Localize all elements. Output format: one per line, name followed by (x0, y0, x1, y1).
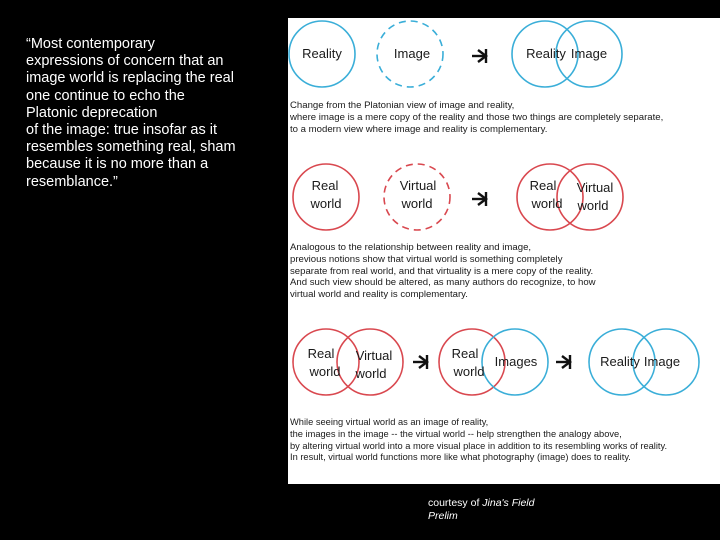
caption-line: virtual world and reality is complementary. (290, 289, 468, 301)
image-label: Image (393, 46, 431, 61)
quote-line: resembles something real, sham (26, 139, 236, 156)
credit-line-2 (428, 510, 534, 523)
quote-line: “Most contemporary (26, 36, 155, 52)
virtual-label: Virtual (399, 178, 437, 193)
caption-line: Change from the Platonian view of image and reality, (290, 100, 515, 111)
quote-line: of the image: true insofar as it (26, 122, 218, 139)
quote-line: Platonic deprecation (26, 104, 158, 121)
real-world-circle (293, 329, 359, 395)
credit-source: Jina's Field (482, 497, 535, 509)
merged-real-label: Real (529, 178, 557, 193)
diagram-3 (293, 329, 699, 395)
arrow-icon (413, 355, 427, 369)
virtual-label: Virtual (355, 348, 393, 363)
caption-line: In result, virtual world functions more like what photography (image) does to reality. (290, 452, 631, 463)
real-label: Real (451, 346, 479, 361)
diagram-2-caption (290, 242, 596, 301)
reality-label: Reality (600, 354, 640, 369)
quote-line: one continue to echo the (26, 87, 185, 104)
world-label: world (309, 364, 341, 379)
caption-line: previous notions show that virtual world is something completely (290, 253, 563, 265)
diagram-3-caption (290, 417, 667, 464)
arrow-icon (472, 192, 486, 206)
diagram-panel (288, 18, 720, 484)
caption-line: where image is a mere copy of the reality and those two things are completely separate, (290, 111, 664, 123)
caption-line: separate from real world, and that virtuality is a mere copy of the reality. (290, 265, 594, 277)
image-label: Image (643, 354, 681, 369)
diagram-2 (293, 164, 623, 230)
credit-text (428, 497, 534, 523)
quote-line: expressions of concern that an (26, 53, 224, 70)
caption-line: by altering virtual world into a more visual place in addition to its resembling works of reality. (290, 440, 668, 451)
caption-line: And such view should be altered, as many authors do recognize, to how (290, 277, 596, 289)
merged-image-label: Image (570, 46, 608, 61)
caption-line: the images in the image -- the virtual world -- help strengthen the analogy above, (290, 428, 622, 439)
caption-line: Analogous to the relationship between reality and image, (290, 242, 532, 253)
credit-line-1 (428, 497, 534, 510)
merged-virtual-label: Virtual (576, 180, 614, 195)
world-label: world (453, 364, 485, 379)
quote-line: resemblance.” (26, 173, 118, 190)
merged-virtual-world-circle (557, 164, 623, 230)
credit-source-cont: Prelim (428, 510, 458, 522)
caption-line: While seeing virtual world as an image of reality, (290, 417, 489, 427)
images-label: Images (494, 354, 538, 369)
diagram-1-caption (290, 100, 663, 135)
real-label: Real (311, 178, 339, 193)
arrow-icon (472, 49, 486, 63)
world-label: world (310, 196, 342, 211)
merged-world-label: world (577, 198, 609, 213)
quote-line: because it is no more than a (26, 156, 209, 173)
world-label: world (401, 196, 433, 211)
merged-world-label: world (531, 196, 563, 211)
credit-prefix: courtesy of (428, 497, 483, 509)
arrow-icon (556, 355, 570, 369)
real-label: Real (307, 346, 335, 361)
quote-text (26, 36, 266, 191)
merged-reality-label: Reality (526, 46, 566, 61)
diagram-1 (289, 21, 622, 87)
world-label: world (355, 366, 387, 381)
caption-line: to a modern view where image and reality is complementary. (290, 123, 548, 135)
quote-line: image world is replacing the real (26, 70, 234, 87)
reality-label: Reality (302, 46, 342, 61)
